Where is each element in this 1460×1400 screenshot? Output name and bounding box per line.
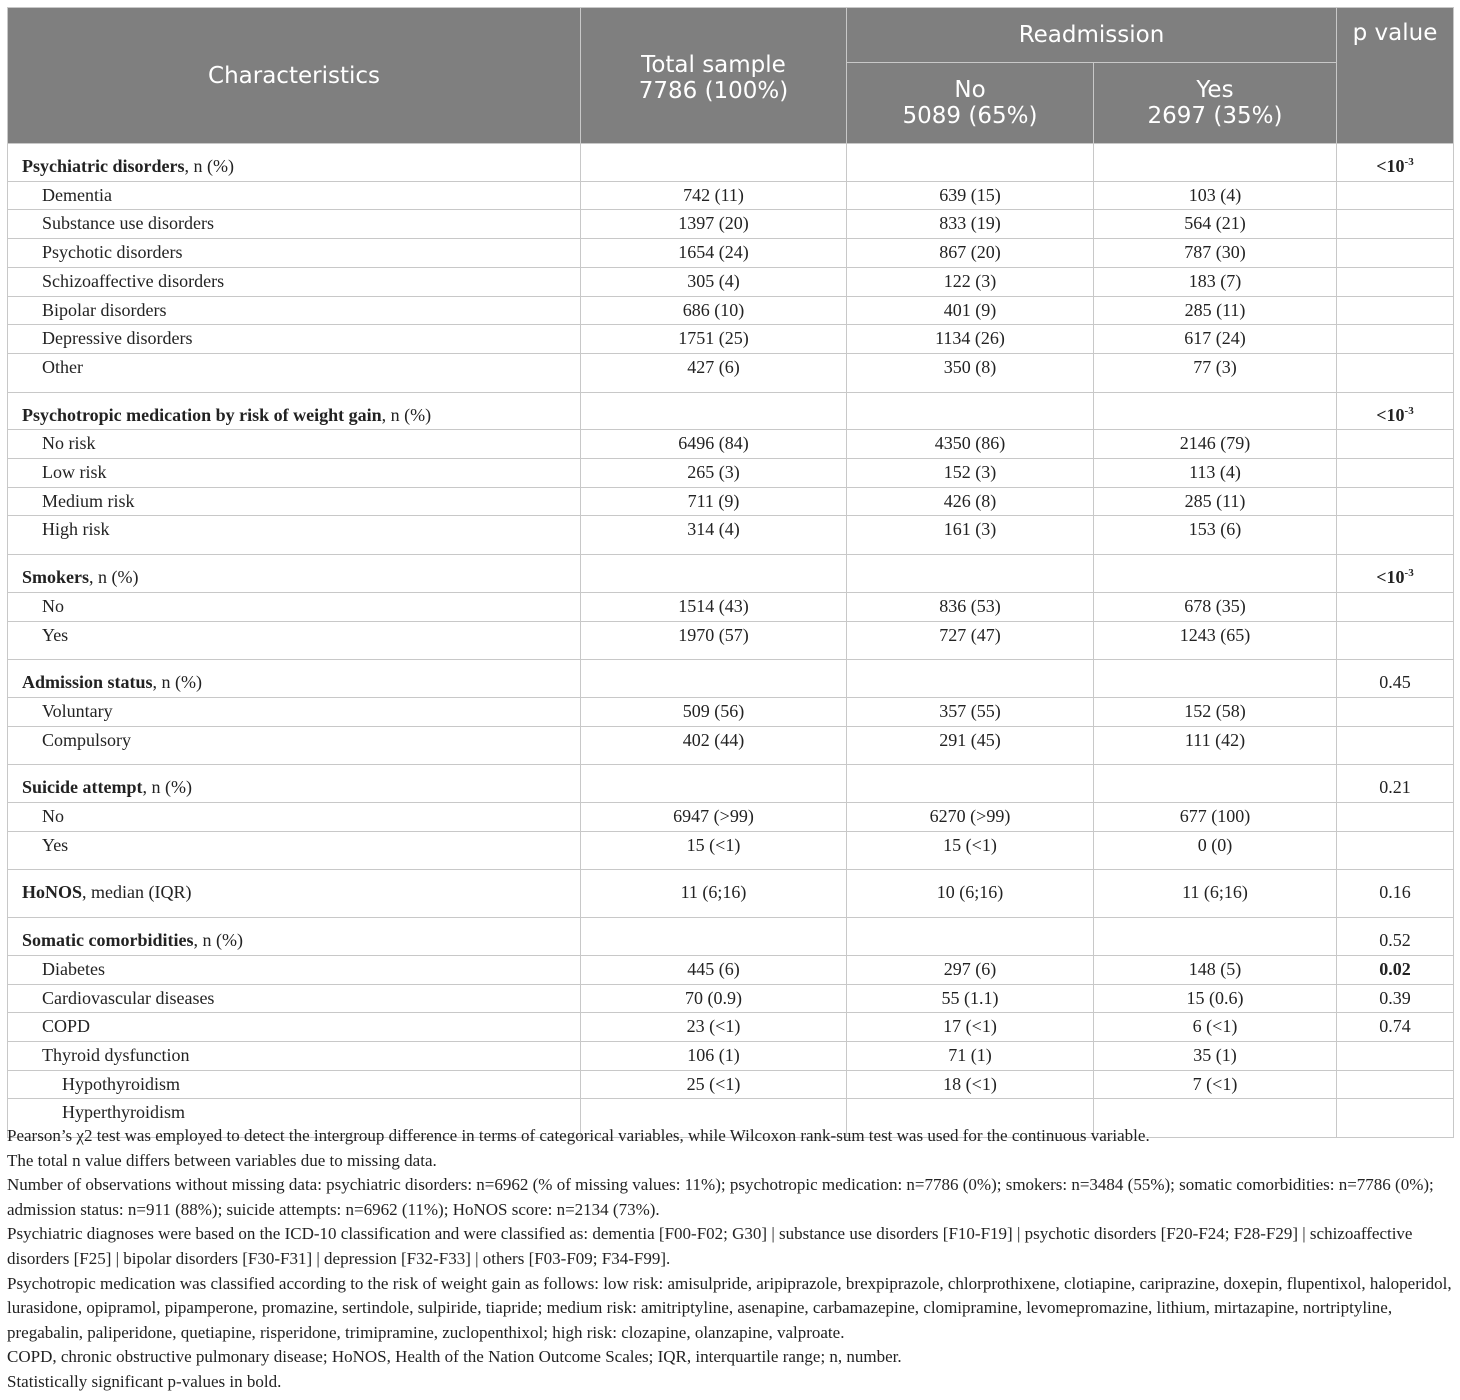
cell-no: 357 (55) bbox=[847, 697, 1094, 726]
group-title: Psychotropic medication by risk of weight gain bbox=[22, 404, 382, 425]
header-yes-line1: Yes bbox=[1196, 77, 1234, 103]
group-header-row bbox=[8, 392, 1454, 430]
group-title-cell bbox=[8, 765, 581, 803]
cell-total: 70 (0.9) bbox=[581, 984, 847, 1013]
group-header-row bbox=[8, 918, 1454, 956]
footnote: COPD, chronic obstructive pulmonary disease; HoNOS, Health of the Nation Outcome Scales; IQR, interquartile range; n, number. bbox=[7, 1347, 902, 1367]
header-readmission-no bbox=[847, 63, 1094, 144]
row-label: Yes bbox=[8, 621, 581, 660]
row-label: COPD bbox=[8, 1013, 581, 1042]
group-title: Smokers bbox=[22, 567, 89, 588]
cell-no: 71 (1) bbox=[847, 1041, 1094, 1070]
table-header bbox=[8, 8, 1454, 144]
row-label: Thyroid dysfunction bbox=[8, 1041, 581, 1070]
cell-no: 17 (<1) bbox=[847, 1013, 1094, 1042]
cell-total: 106 (1) bbox=[581, 1041, 847, 1070]
cell-total bbox=[581, 555, 847, 593]
table-container bbox=[7, 7, 1453, 1138]
cell-p bbox=[1337, 726, 1454, 765]
cell-total bbox=[581, 144, 847, 182]
cell-no: 152 (3) bbox=[847, 459, 1094, 488]
group-title-cell bbox=[8, 660, 581, 698]
cell-p bbox=[1337, 803, 1454, 832]
cell-yes: 678 (35) bbox=[1094, 592, 1337, 621]
cell-total: 1397 (20) bbox=[581, 210, 847, 239]
row-label: Cardiovascular diseases bbox=[8, 984, 581, 1013]
cell-total: 1654 (24) bbox=[581, 239, 847, 268]
cell-yes: 152 (58) bbox=[1094, 697, 1337, 726]
group-somatic-comorbidities bbox=[8, 918, 1454, 1138]
cell-p bbox=[1337, 459, 1454, 488]
cell-total: 11 (6;16) bbox=[581, 870, 847, 918]
group-title-cell bbox=[8, 918, 581, 956]
group-title-suffix: , n (%) bbox=[381, 404, 432, 425]
cell-p bbox=[1337, 267, 1454, 296]
header-total-line2: 7786 (100%) bbox=[638, 78, 789, 104]
group-honos bbox=[8, 870, 1454, 918]
header-no-line2: 5089 (65%) bbox=[902, 103, 1038, 129]
cell-yes: 285 (11) bbox=[1094, 487, 1337, 516]
table-row bbox=[8, 1013, 1454, 1042]
table-row bbox=[8, 621, 1454, 660]
footnote: The total n value differs between variables due to missing data. bbox=[7, 1150, 437, 1170]
cell-total: 686 (10) bbox=[581, 296, 847, 325]
cell-yes: 6 (<1) bbox=[1094, 1013, 1337, 1042]
row-label: No bbox=[8, 803, 581, 832]
cell-p bbox=[1337, 487, 1454, 516]
cell-yes: 148 (5) bbox=[1094, 955, 1337, 984]
table-row bbox=[8, 803, 1454, 832]
group-title-suffix: , n (%) bbox=[142, 777, 192, 798]
table-row bbox=[8, 697, 1454, 726]
cell-no: 161 (3) bbox=[847, 516, 1094, 555]
group-header-row bbox=[8, 144, 1454, 182]
cell-no: 6270 (>99) bbox=[847, 803, 1094, 832]
header-no-line1: No bbox=[954, 77, 986, 103]
group-title-cell bbox=[8, 870, 581, 918]
cell-no: 836 (53) bbox=[847, 592, 1094, 621]
cell-p: 0.39 bbox=[1337, 984, 1454, 1013]
header-p-value: p value bbox=[1337, 8, 1454, 144]
cell-yes bbox=[1094, 765, 1337, 803]
header-total-sample bbox=[581, 8, 847, 144]
table-footnotes bbox=[7, 1124, 1453, 1395]
cell-total bbox=[581, 765, 847, 803]
row-label: Substance use disorders bbox=[8, 210, 581, 239]
row-label: Yes bbox=[8, 831, 581, 870]
row-label: Depressive disorders bbox=[8, 325, 581, 354]
table-row bbox=[8, 325, 1454, 354]
cell-p bbox=[1337, 831, 1454, 870]
table-row bbox=[8, 353, 1454, 392]
cell-yes: 7 (<1) bbox=[1094, 1070, 1337, 1099]
cell-yes: 35 (1) bbox=[1094, 1041, 1337, 1070]
table-row bbox=[8, 984, 1454, 1013]
cell-no bbox=[847, 918, 1094, 956]
row-label: Compulsory bbox=[8, 726, 581, 765]
group-p-value: 0.21 bbox=[1337, 765, 1454, 803]
cell-no bbox=[847, 392, 1094, 430]
group-p-value: 0.16 bbox=[1337, 870, 1454, 918]
group-title-cell bbox=[8, 392, 581, 430]
header-yes-line2: 2697 (35%) bbox=[1147, 103, 1283, 129]
cell-total: 711 (9) bbox=[581, 487, 847, 516]
group-p-value: 0.52 bbox=[1337, 918, 1454, 956]
table-row bbox=[8, 430, 1454, 459]
cell-no: 10 (6;16) bbox=[847, 870, 1094, 918]
cell-total: 23 (<1) bbox=[581, 1013, 847, 1042]
cell-yes bbox=[1094, 555, 1337, 593]
cell-p bbox=[1337, 239, 1454, 268]
cell-no bbox=[847, 555, 1094, 593]
cell-no: 727 (47) bbox=[847, 621, 1094, 660]
group-title: Somatic comorbidities bbox=[22, 930, 194, 951]
footnote: Statistically significant p-values in bold. bbox=[7, 1371, 282, 1391]
group-suicide-attempt bbox=[8, 765, 1454, 870]
cell-p bbox=[1337, 210, 1454, 239]
cell-p bbox=[1337, 697, 1454, 726]
row-label: High risk bbox=[8, 516, 581, 555]
table-row bbox=[8, 459, 1454, 488]
cell-no: 426 (8) bbox=[847, 487, 1094, 516]
cell-yes: 285 (11) bbox=[1094, 296, 1337, 325]
group-title-cell bbox=[8, 555, 581, 593]
cell-p bbox=[1337, 621, 1454, 660]
cell-yes: 2146 (79) bbox=[1094, 430, 1337, 459]
cell-no: 867 (20) bbox=[847, 239, 1094, 268]
cell-yes bbox=[1094, 392, 1337, 430]
table-row bbox=[8, 726, 1454, 765]
table-row bbox=[8, 516, 1454, 555]
footnote: Psychotropic medication was classified according to the risk of weight gain as follows: low risk: amisulpride, aripiprazole, brexpiprazole, chlorprothixene, clotiapine, cariprazine, doxepin, flupentixol, haloperidol, lurasidone, opipramol, pipamperone, promazine, sertindole, sulpiride, tiapride; medium risk: amitriptyline, asenapine, carbamazepine, clomipramine, levomepromazine, lithium, mirtazapine, nortriptyline, pregabalin, paliperidone, quetiapine, risperidone, trimipramine, zuclopenthixol; high risk: clozapine, olanzapine, valproate. bbox=[7, 1273, 1452, 1342]
header-total-line1: Total sample bbox=[641, 52, 786, 78]
group-title-suffix: , n (%) bbox=[89, 567, 139, 588]
group-title-suffix: , n (%) bbox=[152, 672, 203, 693]
group-smokers bbox=[8, 555, 1454, 660]
cell-p bbox=[1337, 1070, 1454, 1099]
cell-total: 265 (3) bbox=[581, 459, 847, 488]
table-row bbox=[8, 831, 1454, 870]
cell-p bbox=[1337, 353, 1454, 392]
row-label: Hyperthyroidism bbox=[8, 1099, 581, 1138]
group-title: HoNOS bbox=[22, 882, 83, 903]
group-header-row bbox=[8, 870, 1454, 918]
cell-no: 55 (1.1) bbox=[847, 984, 1094, 1013]
cell-total: 25 (<1) bbox=[581, 1070, 847, 1099]
cell-total: 402 (44) bbox=[581, 726, 847, 765]
cell-total bbox=[581, 918, 847, 956]
footnote: Number of observations without missing data: psychiatric disorders: n=6962 (% of missing values: 11%); psychotropic medication: n=7786 (0%); smokers: n=3484 (55%); somatic comorbidities: n=7786 (0%); admission status: n=911 (88%); suicide attempts: n=6962 (11%); HoNOS score: n=2134 (73%). bbox=[7, 1175, 1434, 1219]
group-title-cell bbox=[8, 144, 581, 182]
cell-p bbox=[1337, 516, 1454, 555]
cell-p bbox=[1337, 181, 1454, 210]
group-p-value: $<10^{-3}$ bbox=[1337, 392, 1454, 430]
cell-no: 4350 (86) bbox=[847, 430, 1094, 459]
cell-yes: 15 (0.6) bbox=[1094, 984, 1337, 1013]
row-label: Medium risk bbox=[8, 487, 581, 516]
cell-no: 401 (9) bbox=[847, 296, 1094, 325]
table-row bbox=[8, 296, 1454, 325]
cell-p bbox=[1337, 325, 1454, 354]
cell-no: 1134 (26) bbox=[847, 325, 1094, 354]
cell-yes: 77 (3) bbox=[1094, 353, 1337, 392]
group-title-suffix: , median (IQR) bbox=[82, 882, 192, 903]
cell-total: 15 (<1) bbox=[581, 831, 847, 870]
cell-yes: 103 (4) bbox=[1094, 181, 1337, 210]
row-label: Schizoaffective disorders bbox=[8, 267, 581, 296]
row-label: No risk bbox=[8, 430, 581, 459]
cell-total: 427 (6) bbox=[581, 353, 847, 392]
characteristics-table bbox=[7, 7, 1454, 1138]
group-title-suffix: , n (%) bbox=[193, 930, 243, 951]
footnote: Psychiatric diagnoses were based on the ICD-10 classification and were classified as: dementia [F00-F02; G30] | substance use disorders [F10-F19] | psychotic disorders [F20-F24; F28-F29] | schizoaffective disorders [F25] | bipolar disorders [F30-F31] | depression [F32-F33] | others [F03-F09; F34-F99]. bbox=[7, 1224, 1413, 1268]
table-row bbox=[8, 487, 1454, 516]
cell-yes bbox=[1094, 660, 1337, 698]
cell-p bbox=[1337, 430, 1454, 459]
cell-p bbox=[1337, 592, 1454, 621]
cell-total: 445 (6) bbox=[581, 955, 847, 984]
group-title: Suicide attempt bbox=[22, 777, 143, 798]
row-label: Bipolar disorders bbox=[8, 296, 581, 325]
cell-total: 742 (11) bbox=[581, 181, 847, 210]
cell-total bbox=[581, 660, 847, 698]
cell-total: 1751 (25) bbox=[581, 325, 847, 354]
cell-yes: 111 (42) bbox=[1094, 726, 1337, 765]
cell-yes bbox=[1094, 918, 1337, 956]
cell-total: 6947 (>99) bbox=[581, 803, 847, 832]
group-header-row bbox=[8, 555, 1454, 593]
cell-no: 15 (<1) bbox=[847, 831, 1094, 870]
row-label: No bbox=[8, 592, 581, 621]
cell-total: 1514 (43) bbox=[581, 592, 847, 621]
table-row bbox=[8, 181, 1454, 210]
cell-no: 291 (45) bbox=[847, 726, 1094, 765]
table-row bbox=[8, 955, 1454, 984]
cell-no bbox=[847, 144, 1094, 182]
group-psychiatric-disorders bbox=[8, 144, 1454, 393]
cell-no: 122 (3) bbox=[847, 267, 1094, 296]
table-row bbox=[8, 267, 1454, 296]
row-label: Diabetes bbox=[8, 955, 581, 984]
header-characteristics: Characteristics bbox=[8, 8, 581, 144]
group-title-suffix: , n (%) bbox=[184, 156, 234, 176]
row-label: Hypothyroidism bbox=[8, 1070, 581, 1099]
group-p-value: $<10^{-3}$ bbox=[1337, 555, 1454, 593]
group-psychotropic-medication bbox=[8, 392, 1454, 555]
header-readmission-yes bbox=[1094, 63, 1337, 144]
cell-total bbox=[581, 392, 847, 430]
cell-p: 0.02 bbox=[1337, 955, 1454, 984]
cell-yes: 0 (0) bbox=[1094, 831, 1337, 870]
cell-total: 314 (4) bbox=[581, 516, 847, 555]
cell-yes bbox=[1094, 144, 1337, 182]
cell-no: 18 (<1) bbox=[847, 1070, 1094, 1099]
cell-no: 297 (6) bbox=[847, 955, 1094, 984]
row-label: Voluntary bbox=[8, 697, 581, 726]
cell-no: 639 (15) bbox=[847, 181, 1094, 210]
cell-yes: 564 (21) bbox=[1094, 210, 1337, 239]
cell-total: 305 (4) bbox=[581, 267, 847, 296]
cell-yes: 153 (6) bbox=[1094, 516, 1337, 555]
row-label: Psychotic disorders bbox=[8, 239, 581, 268]
cell-yes: 183 (7) bbox=[1094, 267, 1337, 296]
group-title: Admission status bbox=[22, 672, 153, 693]
table-row bbox=[8, 239, 1454, 268]
cell-yes: 11 (6;16) bbox=[1094, 870, 1337, 918]
cell-p bbox=[1337, 1041, 1454, 1070]
table-row bbox=[8, 592, 1454, 621]
cell-p: 0.74 bbox=[1337, 1013, 1454, 1042]
cell-yes: 617 (24) bbox=[1094, 325, 1337, 354]
table-row bbox=[8, 210, 1454, 239]
cell-yes: 1243 (65) bbox=[1094, 621, 1337, 660]
cell-yes: 787 (30) bbox=[1094, 239, 1337, 268]
row-label: Low risk bbox=[8, 459, 581, 488]
cell-no bbox=[847, 660, 1094, 698]
group-title: Psychiatric disorders bbox=[22, 156, 185, 176]
group-header-row bbox=[8, 660, 1454, 698]
table-row bbox=[8, 1070, 1454, 1099]
cell-total: 509 (56) bbox=[581, 697, 847, 726]
cell-no bbox=[847, 765, 1094, 803]
cell-total: 6496 (84) bbox=[581, 430, 847, 459]
row-label: Other bbox=[8, 353, 581, 392]
row-label: Dementia bbox=[8, 181, 581, 210]
cell-yes: 677 (100) bbox=[1094, 803, 1337, 832]
header-readmission: Readmission bbox=[847, 8, 1337, 63]
group-admission-status bbox=[8, 660, 1454, 765]
cell-p bbox=[1337, 296, 1454, 325]
cell-yes: 113 (4) bbox=[1094, 459, 1337, 488]
cell-no: 833 (19) bbox=[847, 210, 1094, 239]
cell-total: 1970 (57) bbox=[581, 621, 847, 660]
group-p-value: $<10^{-3}$ bbox=[1337, 144, 1454, 182]
group-p-value: 0.45 bbox=[1337, 660, 1454, 698]
group-header-row bbox=[8, 765, 1454, 803]
cell-no: 350 (8) bbox=[847, 353, 1094, 392]
footnote: Pearson’s χ2 test was employed to detect the intergroup difference in terms of categorical variables, while Wilcoxon rank-sum test was used for the continuous variable. bbox=[7, 1126, 1150, 1145]
table-row bbox=[8, 1041, 1454, 1070]
